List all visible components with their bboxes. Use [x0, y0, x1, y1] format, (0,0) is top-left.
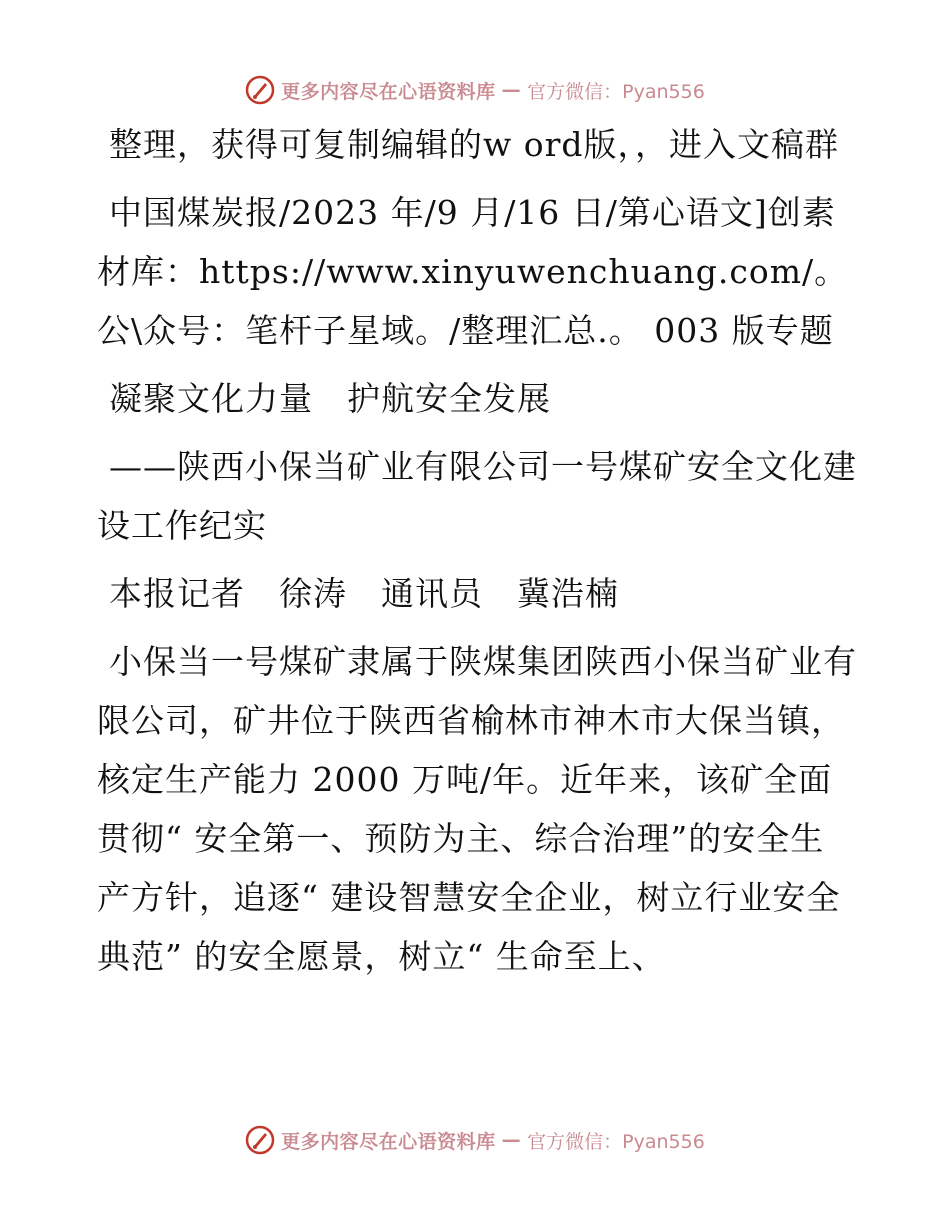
- footer-watermark-banner: [0, 1120, 950, 1160]
- header-watermark-banner: [0, 70, 950, 110]
- article-byline: 本报记者 徐涛 通讯员 冀浩楠: [109, 574, 619, 613]
- paragraph-word-version-note: 整理，获得可复制编辑的w ord版，，进入文稿群: [109, 125, 840, 164]
- article-title: 凝聚文化力量 护航安全发展: [109, 379, 551, 418]
- footer-slogan: 更多内容尽在心语资料库: [281, 1130, 496, 1153]
- document-body: [97, 115, 857, 995]
- paragraph-body-intro: 小保当一号煤矿隶属于陕煤集团陕西小保当矿业有限公司，矿井位于陕西省榆林市神木市大保当镇，核定生产能力 2000 万吨/年。近年来，该矿全面贯彻“ 安全第一、预防为主、综合治理”的安全生产方针，追逐“ 建设智慧安全企业，树立行业安全典范” 的安全愿景，树立“ 生命至上、: [97, 642, 857, 976]
- paragraph-source-info: 中国煤炭报/2023 年/9 月/16 日/第心语文]创素材库：https://www.xinyuwenchuang.com/。公\众号：笔杆子星域。/整理汇总.。 003 版专题: [97, 193, 849, 350]
- header-dash: —: [501, 79, 522, 101]
- quill-logo-icon: [245, 1125, 275, 1155]
- header-slogan: 更多内容尽在心语资料库: [281, 80, 496, 103]
- footer-contact: 官方微信：Pyan556: [527, 1130, 705, 1153]
- quill-logo-icon: [245, 75, 275, 105]
- header-contact: 官方微信：Pyan556: [527, 80, 705, 103]
- footer-dash: —: [501, 1129, 522, 1151]
- article-subtitle: ——陕西小保当矿业有限公司一号煤矿安全文化建设工作纪实: [97, 447, 857, 545]
